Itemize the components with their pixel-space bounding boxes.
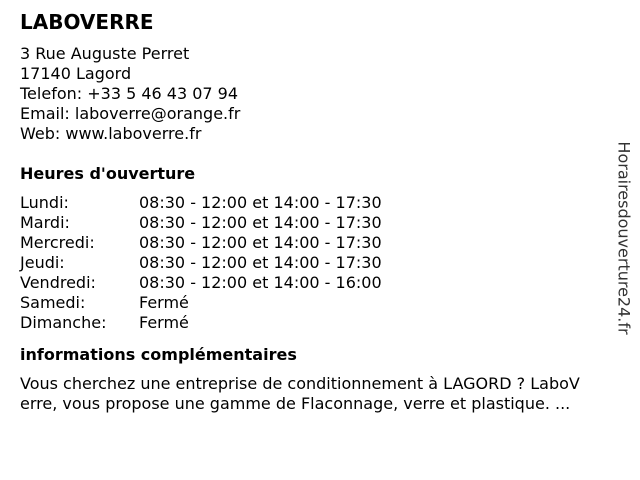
day-label: Dimanche: xyxy=(20,313,107,332)
web-text: Web: www.laboverre.fr xyxy=(20,124,202,143)
time-value: 08:30 - 12:00 et 14:00 - 16:00 xyxy=(139,273,382,292)
hours-table xyxy=(20,193,610,333)
day-label: Mercredi: xyxy=(20,233,95,252)
site-watermark: Horairesdouverture24.fr xyxy=(614,141,634,335)
email-text: Email: laboverre@orange.fr xyxy=(20,104,241,123)
address-line-1: 3 Rue Auguste Perret xyxy=(20,44,190,63)
day-label: Jeudi: xyxy=(20,253,65,272)
day-label: Mardi: xyxy=(20,213,70,232)
business-card xyxy=(20,8,610,414)
day-label: Vendredi: xyxy=(20,273,96,292)
info-line-2: erre, vous propose une gamme de Flaconnage, verre et plastique. ... xyxy=(20,394,571,413)
address-line-2: 17140 Lagord xyxy=(20,64,132,83)
time-value: Fermé xyxy=(139,293,189,312)
info-heading: informations complémentaires xyxy=(20,345,297,364)
time-value: Fermé xyxy=(139,313,189,332)
time-value: 08:30 - 12:00 et 14:00 - 17:30 xyxy=(139,253,382,272)
time-value: 08:30 - 12:00 et 14:00 - 17:30 xyxy=(139,233,382,252)
company-name: LABOVERRE xyxy=(20,10,154,34)
time-value: 08:30 - 12:00 et 14:00 - 17:30 xyxy=(139,193,382,212)
contact-block xyxy=(20,44,610,144)
day-label: Samedi: xyxy=(20,293,86,312)
hours-heading: Heures d'ouverture xyxy=(20,164,196,183)
day-label: Lundi: xyxy=(20,193,69,212)
info-description xyxy=(20,374,610,414)
info-line-1: Vous cherchez une entreprise de conditionnement à LAGORD ? LaboV xyxy=(20,374,580,393)
time-value: 08:30 - 12:00 et 14:00 - 17:30 xyxy=(139,213,382,232)
phone-text: Telefon: +33 5 46 43 07 94 xyxy=(20,84,239,103)
